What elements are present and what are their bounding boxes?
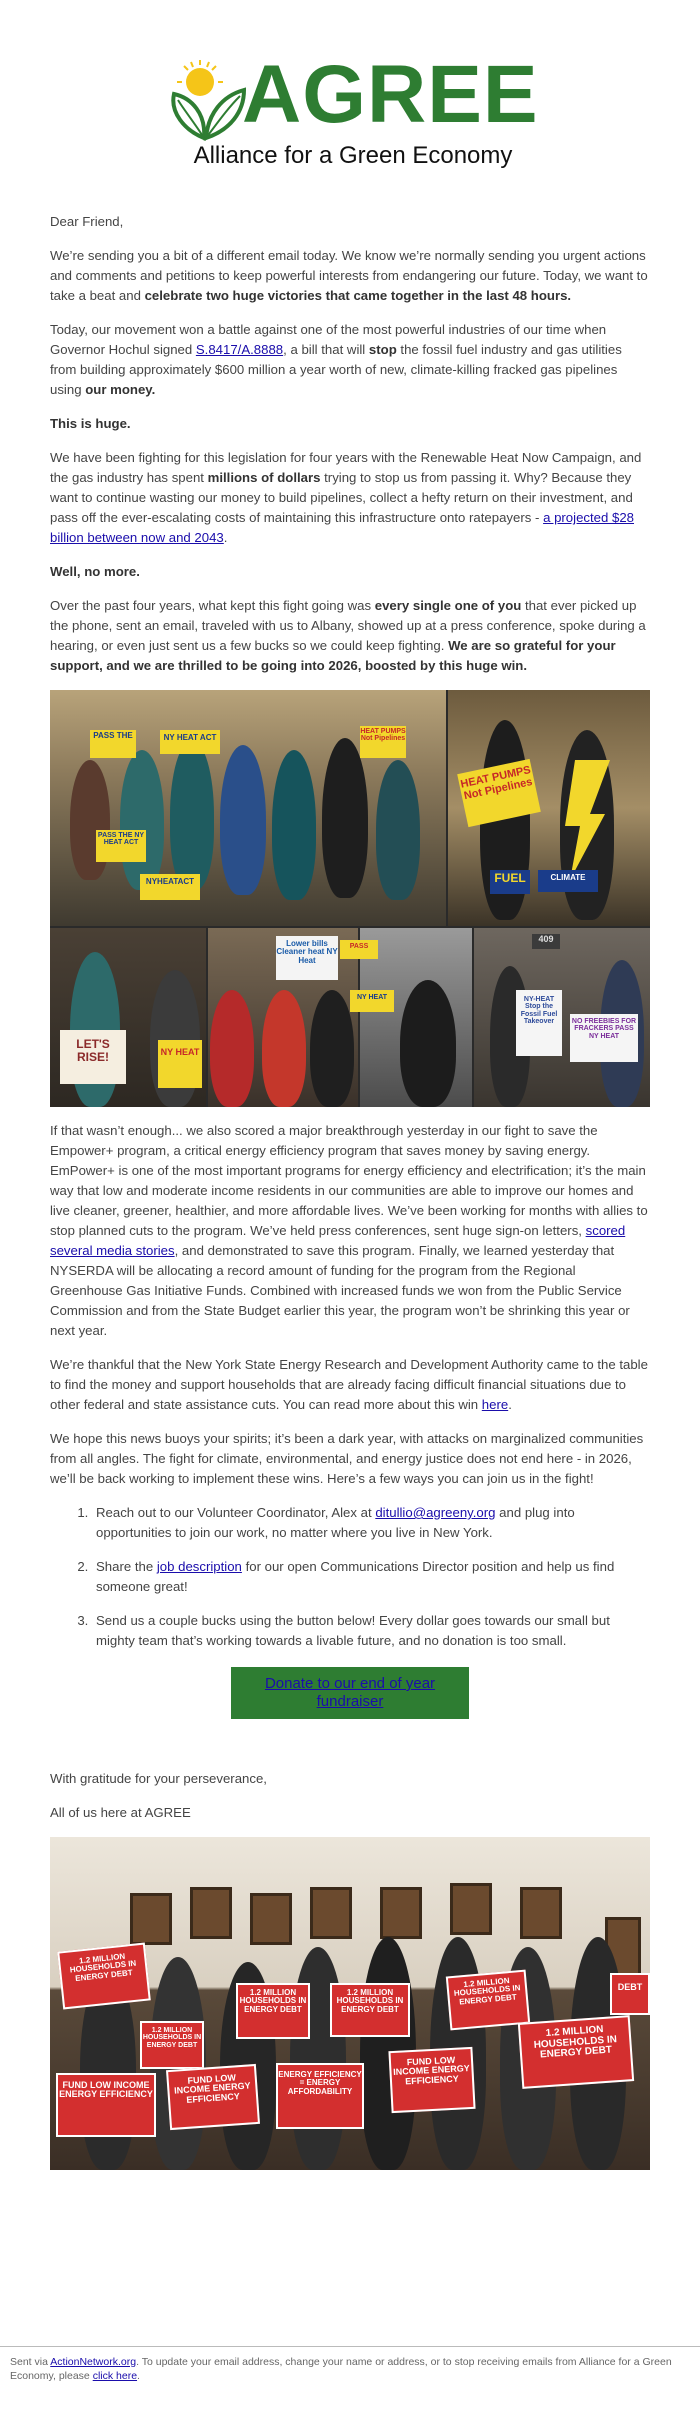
- collage-sign: LET'S RISE!: [60, 1030, 126, 1084]
- person: [322, 738, 368, 898]
- text: We’re thankful that the New York State Energy Research and Development Authority came to the table to find the money and support households that are already facing difficult financial situations due to other federal and state assistance cuts. You can read more about this win: [50, 1357, 648, 1412]
- text: and plug into opportunities to join our work, no matter where you live in New York.: [96, 1505, 575, 1540]
- group-sign: 1.2 MILLION HOUSEHOLDS IN ENERGY DEBT: [57, 1943, 151, 2010]
- person: [70, 760, 110, 880]
- email-link[interactable]: ditullio@agreeny.org: [375, 1505, 496, 1520]
- collage-sign: PASS: [340, 940, 378, 959]
- logo-word: AGREE: [242, 49, 539, 140]
- actionnetwork-link[interactable]: ActionNetwork.org: [50, 2356, 137, 2368]
- group-sign: 1.2 MILLION HOUSEHOLDS IN ENERGY DEBT: [446, 1970, 530, 2031]
- collage-sign: FUEL: [490, 870, 530, 894]
- signature-line: All of us here at AGREE: [50, 1805, 191, 1820]
- collage-sign: NYHEATACT: [140, 874, 200, 900]
- email-body: [50, 212, 650, 2184]
- job-description-link[interactable]: job description: [156, 1559, 242, 1574]
- projection-link[interactable]: a projected $28 billion between now and 2043: [50, 510, 634, 545]
- list-item: [92, 1557, 650, 1597]
- media-stories-link[interactable]: scored several media stories: [50, 1223, 626, 1258]
- text: .: [137, 2370, 140, 2382]
- text: We’re sending you a bit of a different email today. We know we’re normally sending you urgent actions and comments and petitions to keep powerful interests from endangering our future. Today, we want to take a beat and: [50, 248, 648, 303]
- rally-collage-photo: [50, 690, 650, 1107]
- collage-sign: CLIMATE: [538, 870, 598, 892]
- paragraph-no-more: [50, 562, 650, 582]
- bold-text: celebrate two huge victories that came together in the last 48 hours.: [144, 288, 572, 303]
- wall-frame: [450, 1883, 492, 1935]
- text: for our open Communications Director position and help us find someone great!: [96, 1559, 615, 1594]
- closing-line: With gratitude for your perseverance,: [50, 1771, 267, 1786]
- person: [262, 990, 306, 1107]
- wall-frame: [190, 1887, 232, 1939]
- greeting: Dear Friend,: [50, 214, 124, 229]
- collage-sign: NY-HEAT Stop the Fossil Fuel Takeover: [516, 990, 562, 1056]
- group-sign: FUND LOW INCOME ENERGY EFFICIENCY: [56, 2073, 156, 2137]
- logo-tagline: Alliance for a Green Economy: [193, 142, 513, 169]
- wall-frame: [310, 1887, 352, 1939]
- collage-sign: PASS THE NY HEAT ACT: [96, 830, 146, 862]
- text: the fossil fuel industry and gas utilities from building approximately $600 million a year worth of new, climate-killing fracked gas pipelines using: [50, 342, 622, 397]
- person: [120, 750, 164, 890]
- paragraph-fight: [50, 448, 650, 548]
- person: [290, 1947, 346, 2170]
- person: [220, 745, 266, 895]
- bold-text: This is huge.: [50, 416, 131, 431]
- person: [272, 750, 316, 900]
- paragraph-thanks: [50, 596, 650, 676]
- person: [170, 740, 214, 890]
- paragraph-empower: [50, 1121, 650, 1341]
- text: Reach out to our Volunteer Coordinator, Alex at: [96, 1505, 376, 1520]
- person: [400, 980, 456, 1107]
- collage-sign: NY HEAT: [350, 990, 394, 1012]
- action-list: [50, 1503, 650, 1651]
- text: , a bill that will: [283, 342, 369, 357]
- bold-text: stop: [368, 342, 397, 357]
- group-sign: 1.2 MILLION HOUSEHOLDS IN ENERGY DEBT: [140, 2021, 204, 2069]
- text: Share the: [96, 1559, 157, 1574]
- group-sign: ENERGY EFFICIENCY = ENERGY AFFORDABILITY: [276, 2063, 364, 2129]
- wall-frame: [520, 1887, 562, 1939]
- group-sign: 1.2 MILLION HOUSEHOLDS IN ENERGY DEBT: [236, 1983, 310, 2039]
- bold-text: millions of dollars: [207, 470, 321, 485]
- paragraph-nyserda: [50, 1355, 650, 1415]
- collage-room-number: 409: [532, 934, 560, 949]
- collage-sign: NY HEAT: [158, 1040, 202, 1088]
- text: Today, our movement won a battle against one of the most powerful industries of our time when Governor Hochul signed: [50, 322, 607, 357]
- text: . To update your email address, change your name or address, or to stop receiving emails from Alliance for a Green Economy, please: [10, 2356, 672, 2382]
- bold-text: Well, no more.: [50, 564, 140, 579]
- person: [310, 990, 354, 1107]
- group-photo: [50, 1837, 650, 2170]
- wall-frame: [130, 1893, 172, 1945]
- collage-sign: HEAT PUMPS Not Pipelines: [360, 726, 406, 758]
- text: Over the past four years, what kept this fight going was: [50, 598, 375, 613]
- collage-sign: PASS THE: [90, 730, 136, 758]
- person: [376, 760, 420, 900]
- group-sign: FUND LOW INCOME ENERGY EFFICIENCY: [388, 2047, 475, 2113]
- bold-text: our money.: [85, 382, 156, 397]
- agree-logo: [160, 49, 540, 176]
- paragraph-intro: [50, 246, 650, 306]
- read-more-link[interactable]: here: [481, 1397, 509, 1412]
- list-item: 3. Send us a couple bucks using the button below! Every dollar goes towards our small but mighty team that’s working towards a livable future, and no donation is too small.: [92, 1611, 650, 1651]
- bold-text: every single one of you: [374, 598, 522, 613]
- paragraph-huge: [50, 414, 650, 434]
- email-footer: [0, 2346, 700, 2383]
- person: [210, 990, 254, 1107]
- unsubscribe-link[interactable]: click here: [92, 2370, 138, 2382]
- collage-sign: NY HEAT ACT: [160, 730, 220, 754]
- bold-text: We are so grateful for your support, and we are thrilled to be going into 2026, boosted by this huge win.: [50, 638, 616, 673]
- text: Sent via: [10, 2356, 51, 2368]
- group-sign: DEBT: [610, 1973, 650, 2015]
- group-sign: FUND LOW INCOME ENERGY EFFICIENCY: [166, 2064, 260, 2130]
- list-item: [92, 1503, 650, 1543]
- wall-frame: [380, 1887, 422, 1939]
- text: .: [508, 1397, 512, 1412]
- text: trying to stop us from passing it. Why? Because they want to continue wasting our money to build pipelines, collect a hefty return on their investment, and pass off the ever-escalating costs of maintaining this infrastructure onto ratepayers -: [50, 470, 633, 525]
- text: that ever picked up the phone, sent an email, traveled with us to Albany, showed up at a press conference, spoke during a hearing, or even just sent us a few bucks so we could keep fighting.: [50, 598, 646, 653]
- text: We have been fighting for this legislation for four years with the Renewable Heat Now Campaign, and the gas industry has spent: [50, 450, 642, 485]
- collage-sign: HEAT PUMPS Not Pipelines: [457, 759, 541, 827]
- collage-sign: NO FREEBIES FOR FRACKERS PASS NY HEAT: [570, 1014, 638, 1062]
- sun-leaf-icon: [164, 60, 248, 146]
- donate-button[interactable]: Donate to our end of year fundraiser: [231, 1667, 469, 1719]
- wall-frame: [250, 1893, 292, 1945]
- bill-link[interactable]: S.8417/A.8888: [195, 342, 284, 357]
- paragraph-hope: We hope this news buoys your spirits; it’s been a dark year, with attacks on marginalized communities from all angles. The fight for climate, environmental, and energy justice does not end here - in 2026, we’ll be back working to implement these wins. Here’s a few ways you can join us in the fight!: [50, 1431, 644, 1486]
- group-sign: 1.2 MILLION HOUSEHOLDS IN ENERGY DEBT: [518, 2015, 634, 2089]
- paragraph-bill: [50, 320, 650, 400]
- group-sign: 1.2 MILLION HOUSEHOLDS IN ENERGY DEBT: [330, 1983, 410, 2037]
- text: .: [223, 530, 228, 545]
- text: If that wasn’t enough... we also scored a major breakthrough yesterday in our fight to save the Empower+ program, a critical energy efficiency program that saves money by saving energy. EmPower+ is one of the most important programs for energy efficiency and electrification; it’s the main way that low and moderate income residents in our communities are able to improve our homes and live cleaner, greener, healthier, and more affordable lives. We’ve been working for months with allies to stop planned cuts to the program. We’ve held press conferences, sent huge sign-on letters,: [50, 1123, 648, 1238]
- text: , and demonstrated to save this program. Finally, we learned yesterday that NYSERDA will be allocating a record amount of funding for the program from the Regional Greenhouse Gas Initiative Funds. Combined with increased funds we won from the Public Service Commission and from the State Budget earlier this year, the program won’t be shrinking this year or next year.: [50, 1243, 630, 1338]
- collage-sign: Lower bills Cleaner heat NY Heat: [276, 936, 338, 980]
